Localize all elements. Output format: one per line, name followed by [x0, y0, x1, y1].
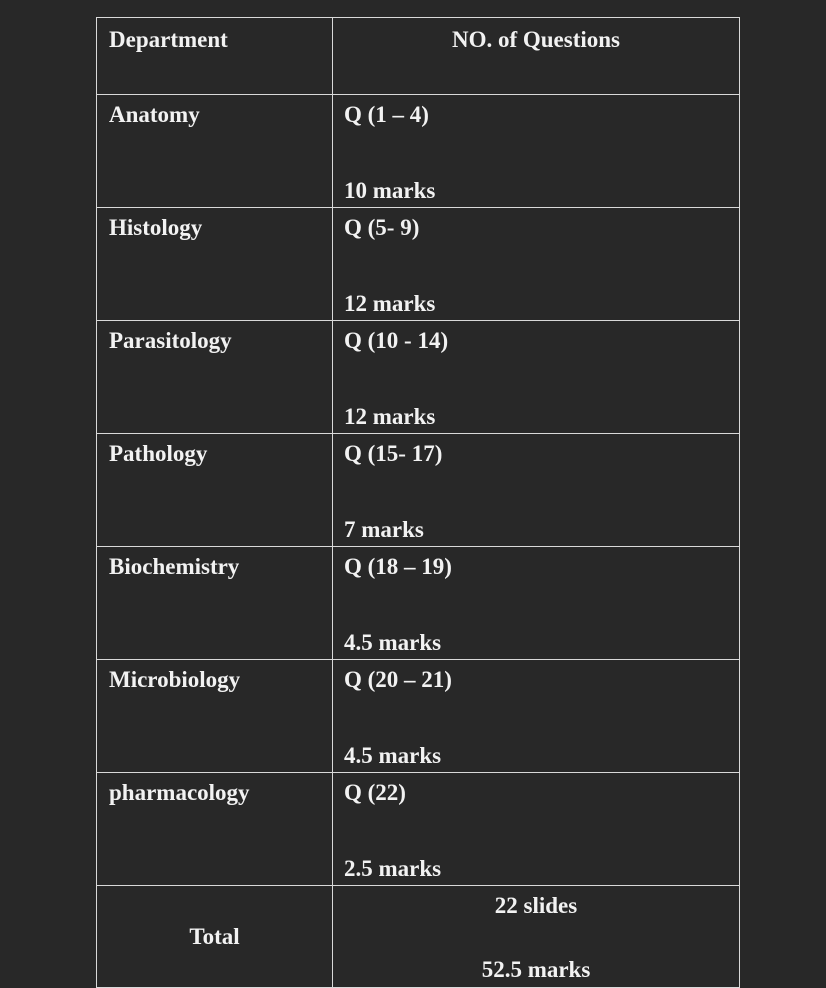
- questions-cell: [333, 208, 740, 321]
- questions-cell: [333, 434, 740, 547]
- table-row: [97, 95, 740, 208]
- table-row: [97, 321, 740, 434]
- total-label: Total: [97, 886, 333, 988]
- department-cell: Microbiology: [97, 660, 333, 773]
- question-range: Q (10 - 14): [344, 328, 449, 353]
- marks-value: 2.5 marks: [344, 856, 442, 881]
- table-row: [97, 660, 740, 773]
- marks-value: 7 marks: [344, 517, 424, 542]
- department-cell: Parasitology: [97, 321, 333, 434]
- marks-value: 12 marks: [344, 291, 436, 316]
- question-range: Q (18 – 19): [344, 554, 452, 579]
- questions-cell: [333, 773, 740, 886]
- table-row: [97, 547, 740, 660]
- department-cell: pharmacology: [97, 773, 333, 886]
- department-cell: Pathology: [97, 434, 333, 547]
- department-header: Department: [97, 18, 333, 95]
- department-cell: Histology: [97, 208, 333, 321]
- marks-value: 12 marks: [344, 404, 436, 429]
- questions-cell: [333, 321, 740, 434]
- table-row: [97, 208, 740, 321]
- exam-distribution-table: [96, 17, 740, 988]
- questions-header: NO. of Questions: [333, 18, 740, 95]
- total-values-cell: [333, 886, 740, 988]
- total-slides: 22 slides: [494, 893, 578, 918]
- question-range: Q (5- 9): [344, 215, 420, 240]
- questions-cell: [333, 660, 740, 773]
- question-range: Q (22): [344, 780, 406, 805]
- table-row: [97, 773, 740, 886]
- question-range: Q (1 – 4): [344, 102, 429, 127]
- questions-cell: [333, 95, 740, 208]
- department-cell: Anatomy: [97, 95, 333, 208]
- question-range: Q (15- 17): [344, 441, 443, 466]
- questions-cell: [333, 547, 740, 660]
- department-cell: Biochemistry: [97, 547, 333, 660]
- total-row: [97, 886, 740, 988]
- total-marks: 52.5 marks: [481, 957, 591, 982]
- table-row: [97, 434, 740, 547]
- marks-value: 10 marks: [344, 178, 436, 203]
- header-row: [97, 18, 740, 95]
- marks-value: 4.5 marks: [344, 630, 442, 655]
- marks-value: 4.5 marks: [344, 743, 442, 768]
- question-range: Q (20 – 21): [344, 667, 452, 692]
